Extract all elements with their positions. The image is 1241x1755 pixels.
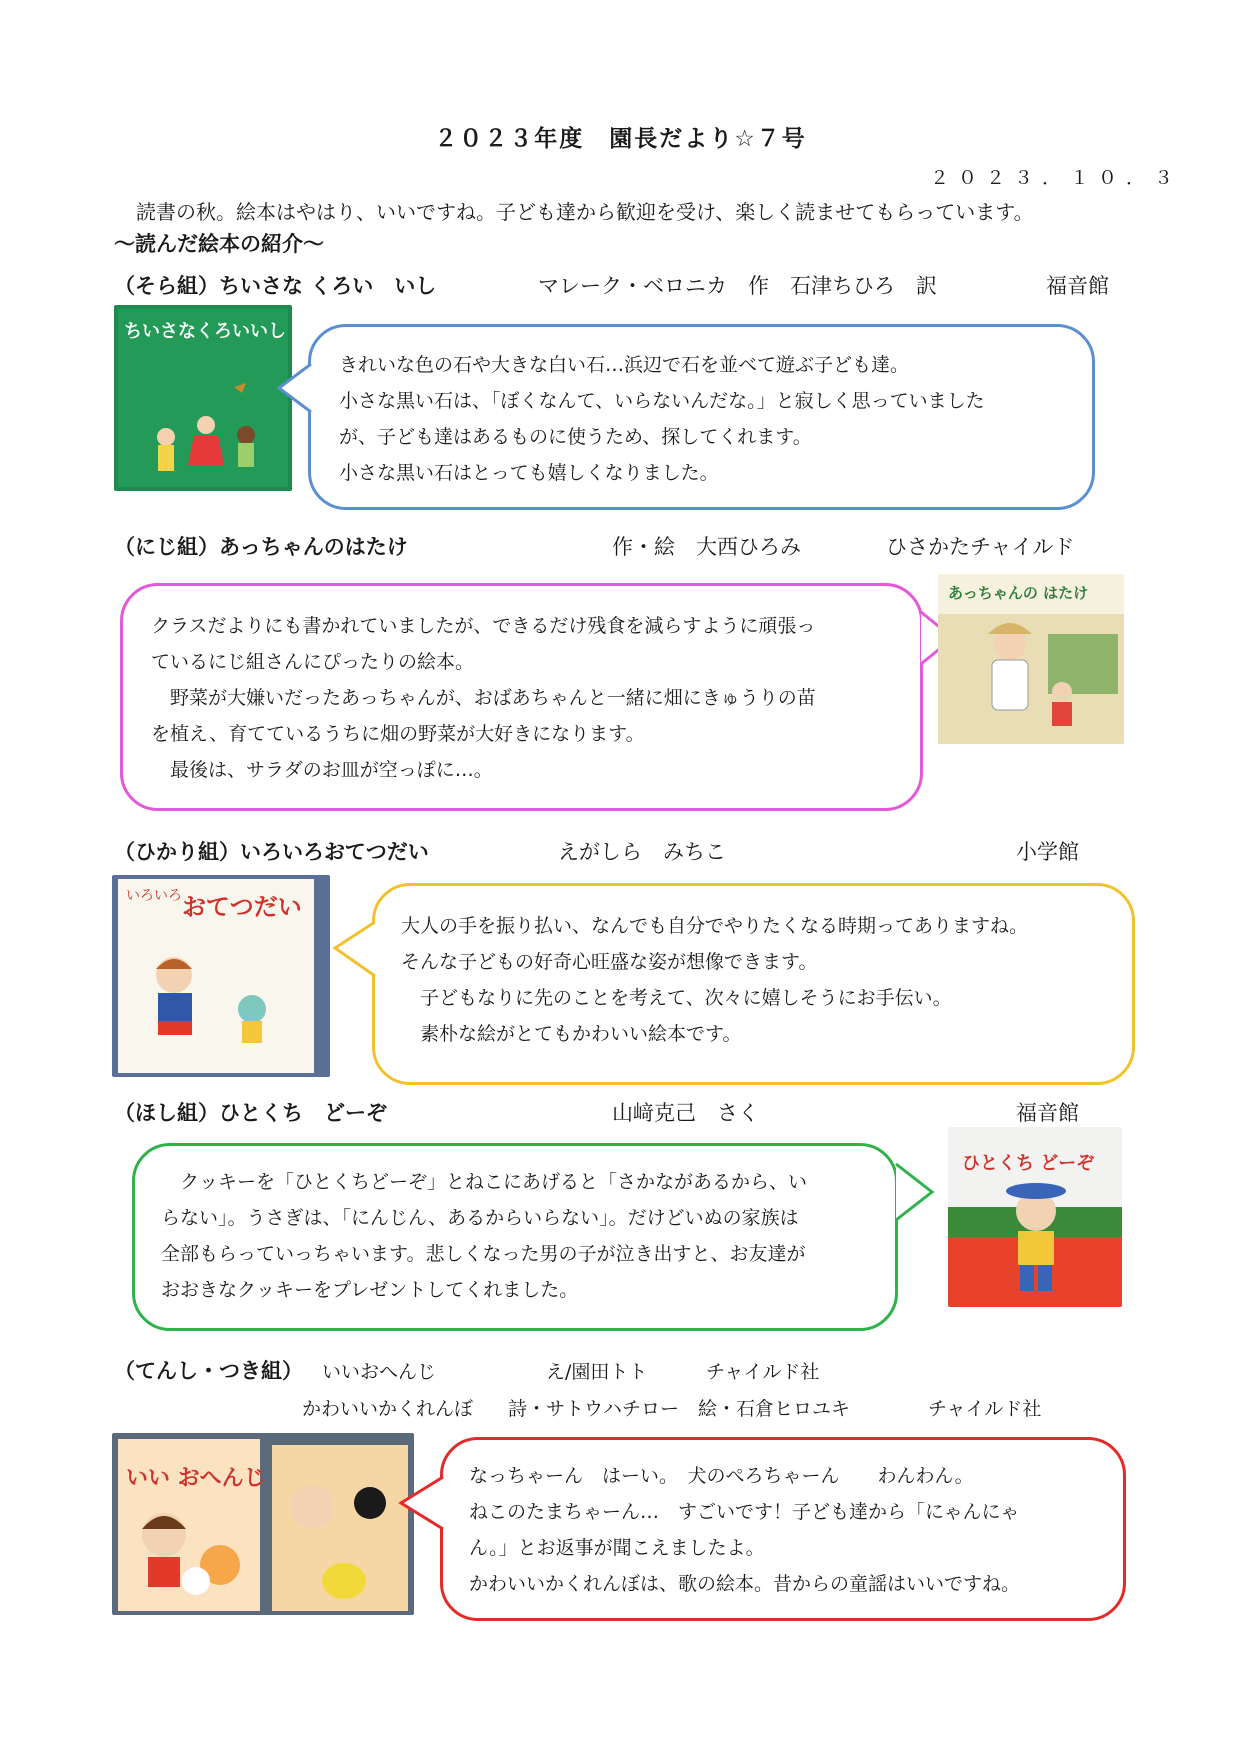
tenshi-book1-publisher: チャイルド社 [706,1361,820,1383]
sora-cover-title: ちいさなくろいいし [124,321,286,342]
hoshi-credit: 山﨑克己 さく [612,1101,759,1125]
tenshi-speech-bubble [440,1437,1126,1621]
sora-line-3: が、子ども達はあるものに使うため、探してくれます。 [339,426,812,448]
tenshi-class-title: （てんし・つき組） [114,1359,303,1383]
tenshi-book1-title: いいおへんじ [322,1361,437,1383]
sora-line-4: 小さな黒い石はとっても嬉しくなりました。 [339,462,719,484]
niji-publisher: ひさかたチャイルド [886,535,1075,559]
hikari-bubble-tail [332,920,376,978]
hoshi-line-1: クッキーを「ひとくちどーぞ」とねこにあげると「さかながあるから、い [161,1171,808,1193]
tenshi-cover-title: いい おへんじ [126,1466,266,1491]
hoshi-line-2: らない」。うさぎは、「にんじん、あるからいらない」。だけどいぬの家族は [161,1207,799,1229]
tenshi-book2-credit: 詩・サトウハチロー 絵・石倉ヒロユキ [508,1398,851,1420]
tenshi-book-covers [112,1433,414,1615]
sora-publisher: 福音館 [1046,274,1109,298]
hikari-line-2: そんな子どもの好奇心旺盛な姿が想像できます。 [401,951,818,973]
tenshi-line-2: ねこのたまちゃーん… すごいです！子ども達から「にゃんにゃ [469,1501,1020,1523]
hoshi-line-4: おおきなクッキーをプレゼントしてくれました。 [161,1279,579,1301]
hikari-cover-title: おてつだい [182,893,302,921]
sora-line-2: 小さな黒い石は、「ぼくなんて、いらないんだな。」と寂しく思っていました [339,390,985,412]
hikari-class-title: （ひかり組）いろいろおてつだい [114,840,429,864]
niji-line-3: 野菜が大嫌いだったあっちゃんが、おばあちゃんと一緒に畑にきゅうりの苗 [151,687,816,709]
issue-date: ２０２３．１０．３ [930,167,1183,189]
niji-credit: 作・絵 大西ひろみ [612,535,801,559]
tenshi-line-3: ん。」とお返事が聞こえましたよ。 [469,1537,765,1559]
hoshi-speech-bubble [132,1143,898,1331]
hikari-line-1: 大人の手を振り払い、なんでも自分でやりたくなる時期ってありますね。 [401,915,1029,937]
tenshi-line-4: かわいいかくれんぼは、歌の絵本。昔からの童謡はいいですね。 [469,1573,1021,1595]
hoshi-bubble-tail [895,1162,935,1222]
niji-line-4: を植え、育てているうちに畑の野菜が大好きになります。 [151,723,645,745]
sora-line-1: きれいな色の石や大きな白い石…浜辺で石を並べて遊ぶ子ども達。 [339,354,910,376]
sora-book-cover [114,305,292,491]
hoshi-cover-title: ひとくち どーぞ [962,1153,1095,1174]
niji-speech-bubble [120,583,923,811]
hoshi-publisher: 福音館 [1016,1101,1079,1125]
sora-speech-bubble [308,324,1095,510]
niji-line-5: 最後は、サラダのお皿が空っぽに…。 [151,759,493,781]
niji-cover-title: あっちゃんの はたけ [948,584,1089,602]
hikari-line-4: 素朴な絵がとてもかわいい絵本です。 [401,1023,742,1045]
hikari-line-3: 子どもなりに先のことを考えて、次々に嬉しそうにお手伝い。 [401,987,952,1009]
hikari-publisher: 小学館 [1016,840,1079,864]
hikari-book-cover [112,875,330,1077]
hoshi-book-cover [948,1127,1122,1307]
tenshi-book1-credit: え/園田トト [546,1361,648,1383]
section-heading: ～読んだ絵本の紹介～ [114,232,324,256]
tenshi-book2-publisher: チャイルド社 [928,1398,1042,1420]
niji-book-cover [938,574,1124,744]
hikari-cover-subtitle: いろいろ [126,888,182,904]
sora-class-title: （そら組）ちいさな くろい いし [114,274,437,298]
sora-credit: マレーク・ベロニカ 作 石津ちひろ 訳 [538,274,937,298]
niji-class-title: （にじ組）あっちゃんのはたけ [114,535,408,559]
hoshi-class-title: （ほし組）ひとくち どーぞ [114,1101,387,1125]
niji-line-2: ているにじ組さんにぴったりの絵本。 [151,651,475,673]
tenshi-line-1: なっちゃーん はーい。 犬のぺろちゃーん わんわん。 [469,1465,974,1487]
sora-bubble-tail [276,362,312,414]
hikari-speech-bubble [372,883,1135,1085]
tenshi-bubble-tail [398,1475,444,1531]
hoshi-line-3: 全部もらっていっちゃいます。悲しくなった男の子が泣き出すと、お友達が [161,1243,806,1265]
hikari-credit: えがしら みちこ [558,840,726,864]
intro-text: 読書の秋。絵本はやはり、いいですね。子ども達から歓迎を受け、楽しく読ませてもらっています。 [136,200,1034,224]
niji-line-1: クラスだよりにも書かれていましたが、できるだけ残食を減らすように頑張っ [151,615,816,637]
tenshi-book2-title: かわいいかくれんぼ [302,1398,474,1420]
page-title: ２０２３年度 園長だより☆７号 [434,126,807,152]
